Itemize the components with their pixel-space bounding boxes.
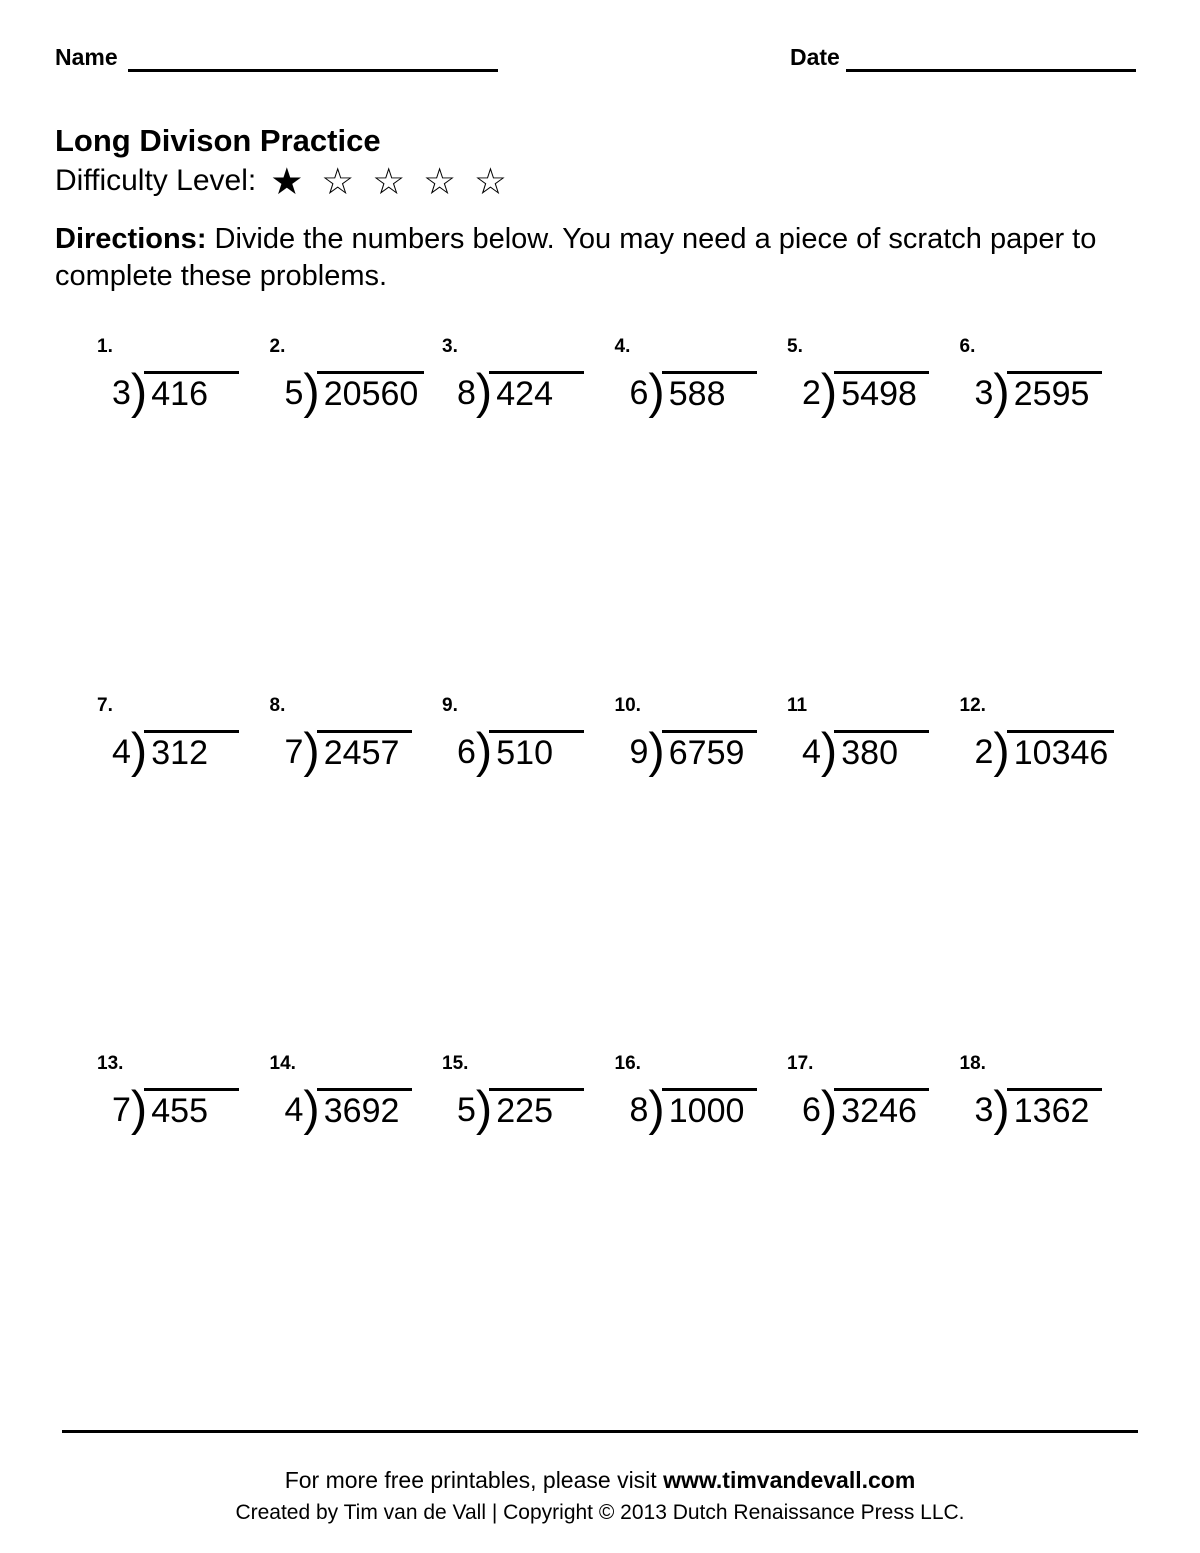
long-division-problem — [97, 695, 270, 778]
division-expression — [974, 723, 1115, 778]
problem-number: 2. — [269, 336, 286, 357]
problem-number: 13. — [97, 1053, 124, 1074]
divisor: 8 — [629, 1090, 649, 1129]
divisor: 3 — [974, 373, 994, 412]
divisor: 4 — [112, 732, 131, 771]
long-division-problem — [269, 336, 443, 419]
long-division-problem — [269, 695, 443, 778]
divisor: 6 — [629, 373, 649, 412]
dividend: 510 — [489, 730, 584, 770]
long-division-problem — [787, 695, 960, 778]
problem-number: 1. — [97, 336, 113, 357]
problem-number: 7. — [97, 695, 113, 716]
divisor: 5 — [457, 1090, 476, 1129]
division-expression — [629, 723, 757, 778]
long-division-problem — [614, 695, 788, 778]
footer — [0, 1466, 1200, 1526]
long-division-problem — [787, 1053, 960, 1136]
divisor: 2 — [974, 732, 994, 771]
division-expression — [457, 364, 584, 419]
division-bracket-icon: ) — [475, 1081, 493, 1136]
division-expression — [629, 1081, 757, 1136]
page-title: Long Divison Practice — [55, 123, 381, 158]
problems-row — [97, 1053, 1132, 1136]
dividend: 424 — [489, 371, 584, 411]
division-expression — [284, 364, 425, 419]
problem-number: 18. — [959, 1053, 986, 1074]
division-bracket-icon: ) — [993, 723, 1010, 778]
division-expression — [457, 1081, 584, 1136]
division-expression — [974, 1081, 1102, 1136]
date-label: Date — [790, 44, 840, 71]
division-expression — [802, 723, 929, 778]
division-bracket-icon: ) — [993, 1081, 1010, 1136]
dividend: 455 — [144, 1088, 239, 1128]
problem-number: 15. — [442, 1053, 469, 1074]
problem-number: 4. — [614, 336, 631, 357]
dividend: 2457 — [317, 730, 412, 770]
dividend: 20560 — [317, 371, 425, 411]
dividend: 380 — [834, 730, 929, 770]
dividend: 2595 — [1007, 371, 1102, 411]
division-expression — [112, 364, 239, 419]
long-division-problem — [787, 336, 960, 419]
name-label: Name — [55, 44, 118, 71]
divisor: 3 — [974, 1090, 994, 1129]
dividend: 416 — [144, 371, 239, 411]
divisor: 8 — [457, 373, 476, 412]
footer-divider — [62, 1430, 1138, 1433]
long-division-problem — [269, 1053, 443, 1136]
title-block — [55, 123, 511, 203]
division-bracket-icon: ) — [303, 723, 320, 778]
footer-line1-text: For more free printables, please visit — [284, 1467, 664, 1493]
long-division-problem — [959, 1053, 1133, 1136]
divisor: 3 — [112, 373, 131, 412]
divisor: 4 — [284, 1090, 304, 1129]
long-division-problem — [959, 336, 1133, 419]
problem-number: 14. — [269, 1053, 296, 1074]
division-expression — [974, 364, 1102, 419]
long-division-problem — [442, 695, 615, 778]
long-division-problem — [442, 336, 615, 419]
dividend: 225 — [489, 1088, 584, 1128]
division-bracket-icon: ) — [648, 723, 665, 778]
division-bracket-icon: ) — [130, 1081, 148, 1136]
problem-number: 16. — [614, 1053, 641, 1074]
division-bracket-icon: ) — [303, 364, 320, 419]
division-bracket-icon: ) — [993, 364, 1010, 419]
dividend: 5498 — [834, 371, 929, 411]
division-bracket-icon: ) — [475, 723, 493, 778]
divisor: 6 — [457, 732, 476, 771]
difficulty-label: Difficulty Level: — [55, 164, 257, 198]
dividend: 1000 — [662, 1088, 757, 1128]
date-field-row — [790, 42, 1136, 72]
divisor: 7 — [112, 1090, 131, 1129]
name-field-row — [55, 42, 498, 72]
problem-number: 3. — [442, 336, 458, 357]
long-division-problem — [97, 1053, 270, 1136]
dividend: 312 — [144, 730, 239, 770]
difficulty-stars-icon: ★ ☆ ☆ ☆ ☆ — [270, 159, 511, 203]
problem-number: 8. — [269, 695, 286, 716]
division-expression — [112, 1081, 239, 1136]
dividend: 3246 — [834, 1088, 929, 1128]
long-division-problem — [97, 336, 270, 419]
directions-text: Divide the numbers below. You may need a piece of scratch paper to complete these problems. — [55, 223, 1097, 293]
division-bracket-icon: ) — [820, 1081, 838, 1136]
problem-number: 12. — [959, 695, 986, 716]
problem-number: 11 — [787, 695, 808, 716]
division-expression — [284, 1081, 412, 1136]
division-bracket-icon: ) — [820, 723, 838, 778]
division-expression — [629, 364, 757, 419]
problem-number: 5. — [787, 336, 803, 357]
divisor: 9 — [629, 732, 649, 771]
dividend: 1362 — [1007, 1088, 1102, 1128]
footer-line1 — [0, 1466, 1200, 1496]
footer-copyright: Created by Tim van de Vall | Copyright © 2013 Dutch Renaissance Press LLC. — [235, 1500, 965, 1524]
divisor: 6 — [802, 1090, 821, 1129]
problem-number: 17. — [787, 1053, 814, 1074]
division-expression — [284, 723, 412, 778]
problem-number: 9. — [442, 695, 458, 716]
divisor: 7 — [284, 732, 304, 771]
footer-website-url: www.timvandevall.com — [663, 1467, 916, 1493]
division-bracket-icon: ) — [475, 364, 493, 419]
directions-label: Directions: — [55, 223, 207, 255]
division-bracket-icon: ) — [648, 364, 665, 419]
long-division-problem — [614, 336, 788, 419]
dividend: 588 — [662, 371, 757, 411]
division-bracket-icon: ) — [820, 364, 838, 419]
division-expression — [112, 723, 239, 778]
dividend: 3692 — [317, 1088, 412, 1128]
dividend: 6759 — [662, 730, 757, 770]
division-expression — [802, 364, 929, 419]
long-division-problem — [442, 1053, 615, 1136]
problem-number: 10. — [614, 695, 641, 716]
division-bracket-icon: ) — [648, 1081, 665, 1136]
dividend: 10346 — [1007, 730, 1115, 770]
divisor: 5 — [284, 373, 304, 412]
long-division-problem — [614, 1053, 788, 1136]
directions — [55, 221, 1100, 295]
division-expression — [802, 1081, 929, 1136]
division-bracket-icon: ) — [130, 364, 148, 419]
problem-number: 6. — [959, 336, 976, 357]
division-bracket-icon: ) — [303, 1081, 320, 1136]
divisor: 4 — [802, 732, 821, 771]
date-blank-line — [846, 42, 1136, 72]
problems-row — [97, 695, 1132, 778]
long-division-problem — [959, 695, 1133, 778]
division-bracket-icon: ) — [130, 723, 148, 778]
difficulty-row — [55, 159, 511, 203]
name-blank-line — [128, 42, 498, 72]
divisor: 2 — [802, 373, 821, 412]
division-expression — [457, 723, 584, 778]
problems-row — [97, 336, 1132, 419]
